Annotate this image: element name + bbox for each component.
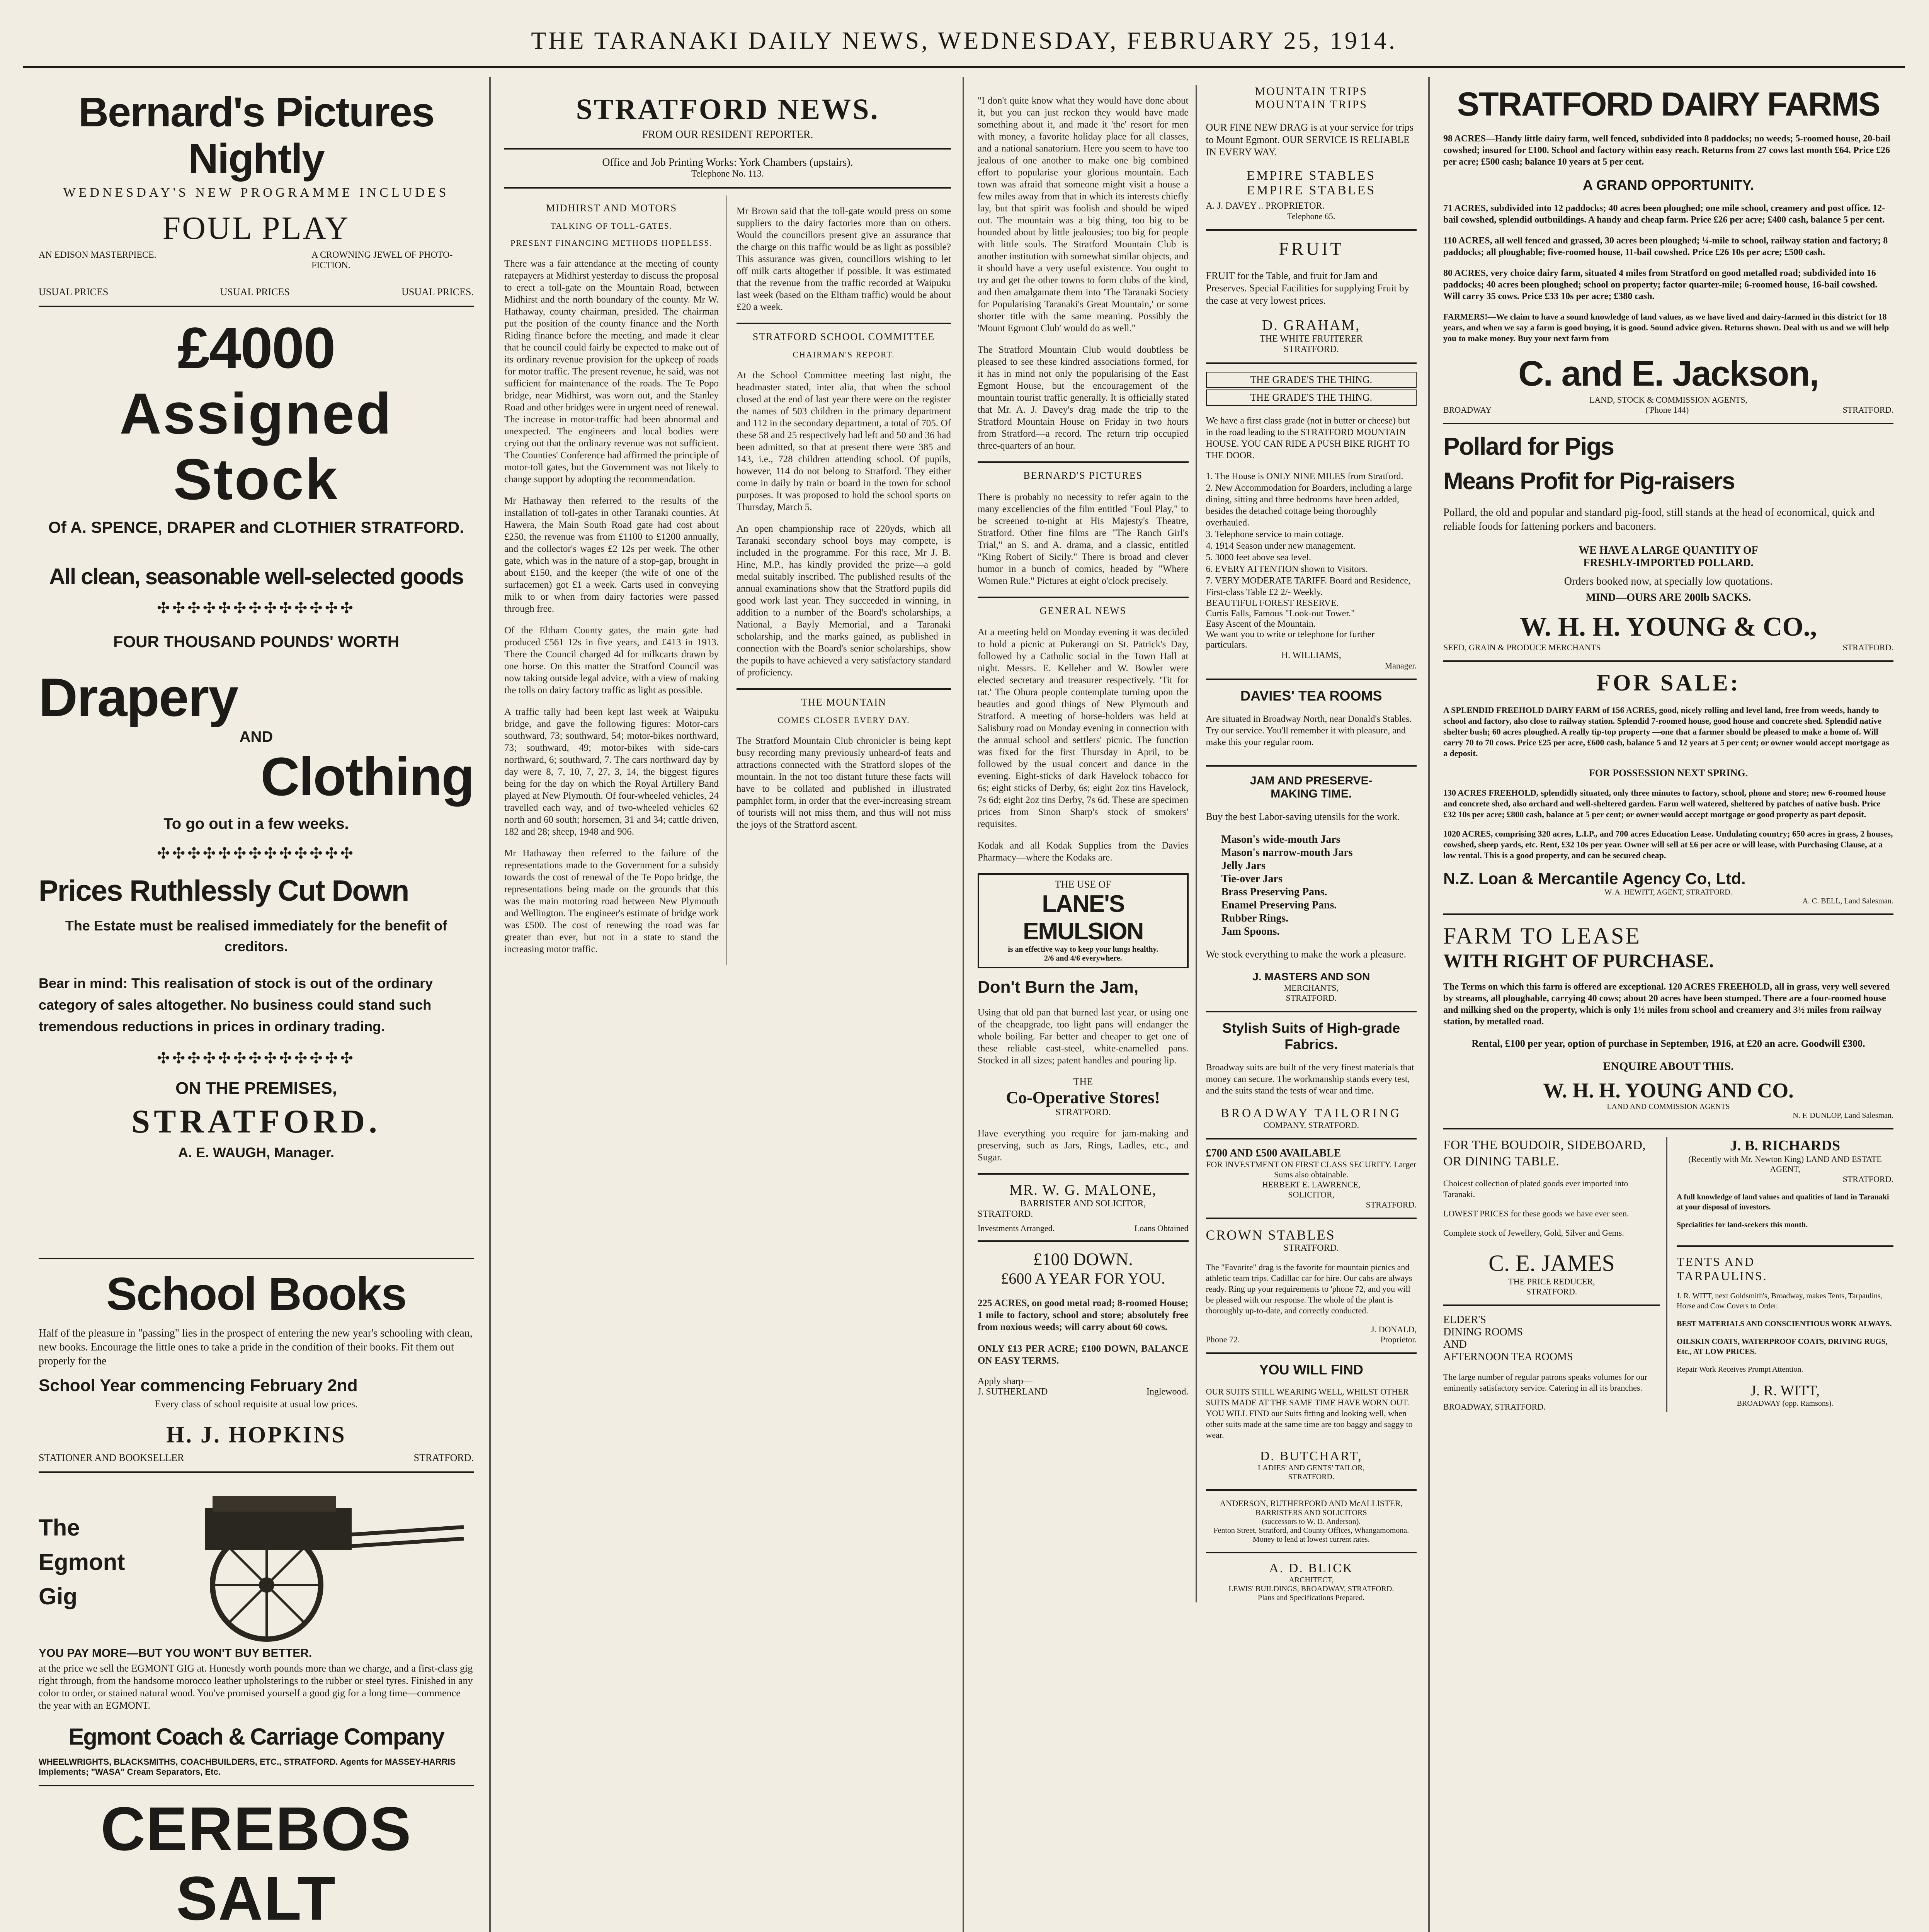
grade-item: 7. VERY MODERATE TARIFF. Board and Residence, First-class Table £2 2/- Weekly. xyxy=(1206,576,1411,597)
blick-plans: Plans and Specifications Prepared. xyxy=(1257,1594,1365,1602)
article-paragraph: Of the Eltham County gates, the main gate had produced £561 12s in five years, and £413 in 1913. There the Council charged 4d for milkcarts drawn by one horse. On this matter the Stratford Council was now taking outside legal advice, with a view of making the tolls on dairy factory traffic as light as possible. xyxy=(504,625,719,696)
spence-estate: The Estate must be realised immediately for the benefit of creditors. xyxy=(65,918,447,954)
spence-ad xyxy=(39,315,474,1259)
lease-sub: WITH RIGHT OF PURCHASE. xyxy=(1443,950,1714,971)
grade-t1: THE GRADE'S THE THING. xyxy=(1206,372,1417,388)
suits-text: Broadway suits are built of the very finest materials that money can secure. The workmanship stands every test, and the suits stand the tests of wear and time. xyxy=(1206,1063,1414,1096)
mountain-t2: MOUNTAIN TRIPS xyxy=(1255,98,1368,111)
spence-go-out: To go out in a few weeks. xyxy=(163,815,349,832)
mountain-tel: Telephone 65. xyxy=(1287,211,1335,221)
crown-title: CROWN STABLES xyxy=(1206,1227,1335,1243)
spence-manager: A. E. WAUGH, Manager. xyxy=(178,1145,335,1160)
article-paragraph: "I don't quite know what they would have done about it, but you can just reckon they would have made something about it, and made it 'the' resort for men with money, a favorite holiday place for all classes, and a national sanatorium. Here you seem to have too jealous of one another to make one big combined effort to popularise your glorious mountain. Each town was afraid that someone might visit a house a few miles away from that in which its interests chiefly lay, but that spirit was foolish and should be wiped out. The mountain was a big thing, too big to be hounded about by little jealousies; too big for people with little souls. The Stratford Mountain Club is another institution with somewhat similar objects, and it should have a very useful existence. You ought to try and get the other towns to form clubs of the kind, and then amalgamate them into 'The Taranaki Society for Popularising Taranaki's Great Mountain,' or some shorter title with the same meaning. Possibly the 'Mount Egmont Club' would do as well." xyxy=(978,95,1189,333)
dairy-phone: ('Phone 144) xyxy=(1645,405,1689,415)
sale-ad xyxy=(1443,670,1893,915)
spence-worth: FOUR THOUSAND POUNDS' WORTH xyxy=(113,633,400,651)
masters-ad xyxy=(1206,774,1417,1012)
lease-role: LAND AND COMMISSION AGENTS xyxy=(1607,1102,1730,1111)
malone-farm: 225 ACRES, on good metal road; 8-roomed House; 1 mile to factory, school and store; absolutely free from noxious weeds; will carry about 60 cows. xyxy=(978,1298,1189,1332)
article-heading: THE MOUNTAIN xyxy=(801,697,886,708)
masters-item: Mason's wide-mouth Jars xyxy=(1221,833,1340,845)
pigs-have1: WE HAVE A LARGE QUANTITY OF xyxy=(1579,544,1758,556)
butchart-text: OUR SUITS STILL WEARING WELL, WHILST OTHER SUITS MADE AT THE SAME TIME HAVE WORN OUT. YOU WILL FIND our Suits fitting and looking well, when other suits made at the same time are too baggy and saggy to wear. xyxy=(1206,1387,1413,1440)
grade-ad xyxy=(1206,372,1417,680)
blick-addr: LEWIS' BUILDINGS, BROADWAY, STRATFORD. xyxy=(1228,1585,1394,1593)
books-name: H. J. HOPKINS xyxy=(166,1422,346,1447)
suits-ad xyxy=(1206,1020,1417,1139)
mountain-stables2: EMPIRE STABLES xyxy=(1247,183,1376,197)
pigs-town: STRATFORD. xyxy=(1842,643,1893,652)
books-ad xyxy=(39,1267,474,1473)
article-paragraph: Mr Hathaway then referred to the failure of the representations made to the Government for a subsidy towards the cost of renewal of the Te Popo bridge, the representations being made on the grounds that this was the main motoring road between New Plymouth and Wellington. The engineer's estimate of bridge work was £500. The cost of renewing the road was far greater than ever, but not in a state to stand the increasing motor traffic. xyxy=(504,848,719,954)
invest-role: SOLICITOR, xyxy=(1288,1190,1335,1199)
sale-bell: A. C. BELL, Land Salesman. xyxy=(1802,897,1893,905)
pictures-price: USUAL PRICES xyxy=(39,286,109,298)
pigs-ad xyxy=(1443,432,1893,662)
article-paragraph: The Stratford Mountain Club would doubtless be pleased to see these kindred associations formed, for it has in mind not only the popularising of the East Egmont House, but the encouragement of the mountain tourist traffic generally. It is officially stated that Mr. A. J. Davey's drag made the trip to the Stratford Mountain House on Friday in two hours from Stratford—a record. The return trip occupied three-quarters of an hour. xyxy=(978,345,1189,451)
article-subheading: TALKING OF TOLL-GATES. xyxy=(550,221,673,231)
jam-the: THE xyxy=(1073,1076,1093,1087)
grade-reserve: BEAUTIFUL FOREST RESERVE. xyxy=(1206,598,1339,608)
malone-inv: Investments Arranged. xyxy=(978,1223,1055,1233)
books-every: Every class of school requisite at usual low prices. xyxy=(155,1398,358,1410)
masters-role: MERCHANTS, xyxy=(1284,983,1339,993)
mountain-stables1: EMPIRE STABLES xyxy=(1247,168,1376,183)
mountain-owner: A. J. DAVEY .. PROPRIETOR. xyxy=(1206,201,1325,211)
gig-ad xyxy=(39,1481,474,1786)
dairy-ad xyxy=(1443,85,1893,424)
article-heading: GENERAL NEWS xyxy=(1039,605,1126,616)
malone-loans: Loans Obtained xyxy=(1134,1223,1189,1233)
books-right: STRATFORD. xyxy=(413,1452,474,1463)
lease-ad xyxy=(1443,923,1893,1129)
column-4 xyxy=(1432,77,1905,1932)
pictures-price: USUAL PRICES. xyxy=(401,286,474,298)
masters-item: Rubber Rings. xyxy=(1221,912,1289,924)
grade-role: Manager. xyxy=(1385,661,1417,670)
masters-item: Mason's narrow-mouth Jars xyxy=(1221,847,1353,859)
davies-text: Are situated in Broadway North, near Donald's Stables. Try our service. You'll remember it with pleasure, and make this your regular room. xyxy=(1206,714,1412,747)
crown-ad xyxy=(1206,1227,1417,1354)
sale-p130: 130 ACRES FREEHOLD, splendidly situated, only three minutes to factory, school, phone and store; new 6-roomed house and concrete shed, also orchard and well-sheltered garden. Farm well watered, sheltered by patches of native bush. Price £32 10s per acre; £800 cash, balance at 5 per cent; or owner would accept mortgage or good property as part deposit. xyxy=(1443,788,1886,819)
malone-price: ONLY £13 PER ACRE; £100 DOWN, BALANCE ON EASY TERMS. xyxy=(978,1344,1189,1366)
malone-role: BARRISTER AND SOLICITOR, xyxy=(1020,1199,1146,1209)
article-heading: STRATFORD SCHOOL COMMITTEE xyxy=(752,331,935,342)
news-header: STRATFORD NEWS. xyxy=(576,93,879,126)
tents-repair: Repair Work Receives Prompt Attention. xyxy=(1677,1365,1803,1374)
richards-town: STRATFORD. xyxy=(1842,1174,1893,1184)
kodak-notice: Kodak and all Kodak Supplies from the Davies Pharmacy—where the Kodaks are. xyxy=(978,840,1189,863)
fruit-text: FRUIT for the Table, and fruit for Jam and Preserves. Special Facilities for supplying Fruit by the case at very lowest prices. xyxy=(1206,270,1409,306)
boudoir-ad xyxy=(1443,1137,1660,1306)
pictures-line: WEDNESDAY'S NEW PROGRAMME INCLUDES xyxy=(63,185,449,200)
news-sub: FROM OUR RESIDENT REPORTER. xyxy=(642,129,813,141)
elders-text: The large number of regular patrons speaks volumes for our eminently satisfactory service. Catering in all its branches. xyxy=(1443,1372,1648,1393)
column-1 xyxy=(23,77,491,1932)
boudoir-stock: Complete stock of Jewellery, Gold, Silver and Gems. xyxy=(1443,1228,1624,1238)
boudoir-text: Choicest collection of plated goods ever imported into Taranaki. xyxy=(1443,1179,1628,1199)
jam-text: Using that old pan that burned last year, or using one of the cheapgrade, too light pans will endanger the whole boiling. Far better and cheaper to get one of these reliable cast-steel, white-enamelled pans. Stocked in all sizes; patent handles and pouring lip. xyxy=(978,1007,1189,1066)
article-paragraph: A traffic tally had been kept last week at Waipuku bridge, and gave the following figures: Motor-cars southward, 73; southward, 54; motor-bikes northward, 73; southward, 49; motor-bikes with side-cars northward, 6; southward, 7. The cars northward day by day were 8, 7, 10, 7, 27, 3, 14, the biggest figures being for the day on which the Royal Artillery Band played at New Plymouth. Of four-wheeled vehicles, 24 travelled each way, and of two-wheeled vehicles 62 north and 60 south; horsemen, 31 and 34; cattle driven, 182 and 28; sheep, 1948 and 906. xyxy=(504,707,719,837)
dairy-title: STRATFORD DAIRY FARMS xyxy=(1457,86,1880,123)
masters-intro: Buy the best Labor-saving utensils for the work. xyxy=(1206,811,1400,822)
pictures-title: Bernard's Pictures Nightly xyxy=(78,88,434,182)
malone-town: STRATFORD. xyxy=(978,1209,1033,1219)
boudoir-town: STRATFORD. xyxy=(1526,1287,1577,1296)
pictures-price: USUAL PRICES xyxy=(220,286,290,298)
article-heading: MIDHIRST AND MOTORS xyxy=(546,202,677,214)
grade-item: 3. Telephone service to main cottage. xyxy=(1206,529,1344,539)
suits-title: Stylish Suits of High-grade Fabrics. xyxy=(1222,1020,1400,1052)
suits-town: COMPANY, STRATFORD. xyxy=(1263,1120,1359,1130)
spence-drapery: Drapery xyxy=(39,667,238,728)
anderson-role: BARRISTERS AND SOLICITORS xyxy=(1255,1509,1367,1517)
dairy-l71: 71 ACRES, subdivided into 12 paddocks; 40 acres been ploughed; one mile school, creamery and post office. 12-bail cowshed, splendid outbuildings. A handy and cheap farm. Price £26 per acre; £400 cash, balance 5 per cent. xyxy=(1443,203,1885,225)
crown-name: J. DONALD, xyxy=(1371,1325,1417,1334)
malone-name: MR. W. G. MALONE, xyxy=(1009,1182,1157,1198)
invest-amounts: £700 AND £500 AVAILABLE xyxy=(1206,1147,1341,1159)
article-paragraph: At a meeting held on Monday evening it was decided to hold a picnic at Pukerangi on St. Patrick's Day, followed by a Catholic social in the Town Hall at night. Messrs. E. Kelleher and W. Bowler were elected secretary and treasurer respectively. 'Tit for tat.' The Ohura people contemplate turning upon the beauties and good things of New Plymouth and Stratford. A meeting of horse-holders was held at Salisbury road on Monday evening in connection with the annual school and settlers' picnic. The function was fixed for the first Thursday in April, to be followed by the usual concert and dance in the evening. Eight-sticks of dark Havelock tobacco for 6s; eight sticks of Derby, 6s; eight 2oz tins Havelock, 7s 6d; eight 2oz tins Derby, 7s 6d. These are specimen prices from Sinon Sharp's stock of smokers' requisites. xyxy=(978,627,1189,829)
elders-ad xyxy=(1443,1314,1660,1412)
sale-agent: W. A. HEWITT, AGENT, STRATFORD. xyxy=(1604,888,1732,896)
elders-addr: BROADWAY, STRATFORD. xyxy=(1443,1402,1546,1412)
mountain-trips-ad xyxy=(1206,85,1417,231)
books-left: STATIONER AND BOOKSELLER xyxy=(39,1452,184,1463)
article-paragraph: Mr Hathaway then referred to the results of the installation of toll-gates in other Taranaki counties. At Hawera, the Main South Road gate had cost about £250, the revenue was from £1100 to £1200 annually, and the collector's wages £2 12s per week. The other gate, which was in the nature of a stop-gap, brought in about £150, and the keeper (the wife of one of the surfacemen) got £1 a week. Carts used in conveying milk to or when from dairy factories were passed through free. xyxy=(504,496,719,614)
spence-bear: Bear in mind: This realisation of stock is out of the ordinary category of sales altogether. No business could stand such tremendous reductions in prices in ordinary trading. xyxy=(39,975,433,1034)
lease-name: W. H. H. YOUNG AND CO. xyxy=(1543,1079,1794,1102)
article-paragraph: Mr Brown said that the toll-gate would press on some suppliers to the dairy factories more than on others. Would the councillors present give an assurance that the charge on this traffic would be as light as possible? This assurance was given, councillors wishing to let off milk carts altogether if possible. It was estimated that the revenue from the traffic recorded at Waipuku last week (based on the Eltham traffic) would be about £20 a week. xyxy=(737,206,951,312)
butchart-role: LADIES' AND GENTS' TAILOR, xyxy=(1258,1464,1365,1472)
column-2 xyxy=(493,77,964,1932)
grade-text: We have a first class grade (not in butter or cheese) but in the road leading to the STRATFORD MOUNTAIN HOUSE. YOU CAN RIDE A PUSH BIKE RIGHT TO THE DOOR. xyxy=(1206,416,1410,461)
lanes-name: LANE'S EMULSION xyxy=(1023,891,1143,945)
column-3 xyxy=(966,77,1430,1932)
grade-item: 6. EVERY ATTENTION shown to Visitors. xyxy=(1206,564,1368,574)
pictures-note-right: A CROWNING JEWEL OF PHOTO-FICTION. xyxy=(311,250,453,270)
spence-and: AND xyxy=(239,728,273,745)
mountain-text: OUR FINE NEW DRAG is at your service for trips to Mount Egmont. OUR SERVICE IS RELIABLE IN EVERY WAY. xyxy=(1206,122,1414,158)
sale-p1020: 1020 ACRES, comprising 320 acres, L.I.P., and 700 acres Education Lease. Undulating country; 650 acres in grass, 2 houses, cowshed, sheep yards, etc. Rent, £32 10s per year. Owner will sell at £6 per acre or will lease, with Purchasing Clause, at a low rental. This is a good property, and can be secured cheap. xyxy=(1443,829,1893,860)
butchart-town: STRATFORD. xyxy=(1288,1473,1334,1481)
pigs-t2: Means Profit for Pig-raisers xyxy=(1443,468,1735,495)
pigs-role: SEED, GRAIN & PRODUCE MERCHANTS xyxy=(1443,643,1601,652)
grade-item: 5. 3000 feet above sea level. xyxy=(1206,553,1312,563)
books-text: Half of the pleasure in "passing" lies in the prospect of entering the new year's schooling with clean, new books. Encourage the little ones to take a pride in the condition of their books. Fit them out properly for the xyxy=(39,1327,473,1367)
anderson-addr: Fenton Street, Stratford, and County Offices, Whangamomona. xyxy=(1213,1526,1409,1535)
elders-t4: AFTERNOON TEA ROOMS xyxy=(1443,1351,1573,1363)
spence-town: STRATFORD. xyxy=(131,1103,381,1140)
grade-name: H. WILLIAMS, xyxy=(1281,650,1341,660)
richards-with: (Recently with Mr. Newton King) LAND AND ESTATE AGENT, xyxy=(1688,1154,1882,1174)
malone-town2: Inglewood. xyxy=(1146,1387,1189,1397)
gig-carriage-illustration xyxy=(139,1481,471,1643)
article-subheading: COMES CLOSER EVERY DAY. xyxy=(777,715,910,725)
ornament: ✣✣✣✣✣✣✣✣✣✣✣✣✣ xyxy=(157,845,356,862)
blick-role: ARCHITECT, xyxy=(1289,1576,1334,1584)
masters-item: Jelly Jars xyxy=(1221,860,1266,872)
butchart-ad xyxy=(1206,1362,1417,1491)
pictures-note-left: AN EDISON MASTERPIECE. xyxy=(39,250,156,260)
spence-premises: ON THE PREMISES, xyxy=(175,1079,337,1098)
masters-item: Brass Preserving Pans. xyxy=(1221,886,1327,898)
article-paragraph: There was a fair attendance at the meeting of county ratepayers at Midhirst yesterday to discuss the proposal to erect a toll-gate on the Mountain Road, between Midhirst and the north boundary of the county. Mr W. Hathaway, county chairman, presided. The chairman put the position of the county finance and the North Riding finance before the meeting, and made it clear that he council could fairly be expected to make out of its ordinary revenue provision for the upkeep of roads for motor traffic. The present revenue, he said, was not sufficient for maintenance of the roads. The Te Popo bridge, near Midhirst, was worn out, and the Stanley Road and other bridges were in urgent need of renewal. The increase in motor-traffic had been abnormal and unexpected. The engineers and local bodies were crying out that the ordinary revenue was not sufficient. The Counties' Conference had affirmed the principle of motor-toll gates, but the Government was not likely to change support by adopting the recommendation. xyxy=(504,259,719,485)
anderson-ad xyxy=(1206,1498,1417,1553)
mountain-t1: MOUNTAIN TRIPS xyxy=(1255,85,1368,98)
crown-town: STRATFORD. xyxy=(1283,1243,1339,1253)
invest-ad xyxy=(1206,1147,1417,1219)
tents-name: J. R. WITT, xyxy=(1750,1383,1820,1399)
boudoir-role: THE PRICE REDUCER, xyxy=(1508,1277,1595,1286)
grade-falls: Curtis Falls, Famous "Look-out Tower." xyxy=(1206,609,1355,619)
dairy-town: STRATFORD. xyxy=(1842,405,1893,415)
anderson-succ: (successors to W. D. Anderson). xyxy=(1262,1517,1361,1526)
masthead: THE TARANAKI DAILY NEWS, WEDNESDAY, FEBRUARY 25, 1914. xyxy=(23,15,1905,68)
article-subheading: CHAIRMAN'S REPORT. xyxy=(793,350,895,359)
butchart-name: D. BUTCHART, xyxy=(1260,1449,1363,1463)
books-year: School Year commencing February 2nd xyxy=(39,1376,358,1395)
gig-trades: WHEELWRIGHTS, BLACKSMITHS, COACHBUILDERS, ETC., STRATFORD. Agents for MASSEY-HARRIS Implements; "WASA" Cream Separators, Etc. xyxy=(39,1757,456,1777)
sale-poss: FOR POSSESSION NEXT SPRING. xyxy=(1589,767,1748,779)
pictures-feature: FOUL PLAY xyxy=(162,210,350,246)
grade-write: We want you to write or telephone for further particulars. xyxy=(1206,629,1375,650)
masters-item: Enamel Preserving Pans. xyxy=(1221,899,1337,911)
pigs-t1: Pollard for Pigs xyxy=(1443,432,1614,460)
masters-stock: We stock everything to make the work a pleasure. xyxy=(1206,949,1406,960)
spence-prices: Prices Ruthlessly Cut Down xyxy=(39,874,409,907)
tents-t2: TARPAULINS. xyxy=(1677,1269,1767,1283)
grade-item: 4. 1914 Season under new management. xyxy=(1206,541,1356,551)
dairy-name: C. and E. Jackson, xyxy=(1518,354,1818,393)
pigs-text: Pollard, the old and popular and standard pig-food, still stands at the head of economical, quick and reliable foods for fattening porkers and baconers. xyxy=(1443,507,1875,532)
sale-p1: A SPLENDID FREEHOLD DAIRY FARM of 156 ACRES, good, nicely rolling and level land, free from weeds, handy to school and factory, also close to railway station. Splendid 7-roomed house, good house and concrete shed. Splendid native shelter bush; 60 acres ploughed. A really tip-top property —one that a farmer should be pleased to make a home of. Will carry 70 to 70 cows. Price £25 per acre, £600 cash, balance 5 and 12 years at 5 per cent; or owner would accept mortgage as a deposit. xyxy=(1443,705,1889,758)
dairy-left: BROADWAY xyxy=(1443,405,1492,415)
books-title: School Books xyxy=(106,1268,407,1320)
lease-text: The Terms on which this farm is offered are exceptional. 120 ACRES FREEHOLD, all in grass, very well severed by streams, all ploughable, carrying 40 cows; about 20 acres have been stumped. There are a four-roomed house and milking shed on the property, which is only 1½ miles from school and creamery and 3½ miles from railway station, by metalled road. xyxy=(1443,982,1890,1027)
article-heading: BERNARD'S PICTURES xyxy=(1023,470,1143,481)
boudoir-lowest: LOWEST PRICES for these goods we have ever seen. xyxy=(1443,1209,1629,1218)
jam-town: STRATFORD. xyxy=(1055,1107,1111,1117)
elders-t1: ELDER'S xyxy=(1443,1314,1486,1326)
pictures-ad xyxy=(39,89,474,307)
masters-t2: MAKING TIME. xyxy=(1271,787,1352,800)
dairy-l98: 98 ACRES—Handy little dairy farm, well fenced, subdivided into 8 paddocks; no weeds; 5-roomed house, 20-bail cowshed; insured for £100. School and factory within easy reach. Returns from 27 cows last month £64. Price £26 per acre; £500 cash; balance 10 years at 5 per cent. xyxy=(1443,134,1890,167)
pigs-mind: MIND—OURS ARE 200lb SACKS. xyxy=(1585,592,1751,604)
lease-rental: Rental, £100 per year, option of purchase in September, 1916, at £20 an acre. Goodwill £300. xyxy=(1471,1038,1865,1049)
davies-title: DAVIES' TEA ROOMS xyxy=(1240,688,1382,704)
spence-of: Of A. SPENCE, DRAPER and CLOTHIER STRATFORD. xyxy=(48,518,464,536)
grade-item: 2. New Accommodation for Boarders, including a large dining, sitting and three bedrooms have been added, besides the detached cottage being thoroughly overhauled. xyxy=(1206,483,1412,528)
jam-text2: Have everything you require for jam-making and preserving, such as Jars, Rings, Ladles, etc., and Sugar. xyxy=(978,1128,1189,1163)
lanes-price: 2/6 and 4/6 everywhere. xyxy=(1044,954,1122,963)
pigs-name: W. H. H. YOUNG & CO., xyxy=(1520,612,1817,642)
ornament: ✣✣✣✣✣✣✣✣✣✣✣✣✣ xyxy=(157,1049,356,1067)
lease-title: FARM TO LEASE xyxy=(1443,923,1642,949)
grade-item: 1. The House is ONLY NINE MILES from Stratford. xyxy=(1206,471,1403,481)
davies-ad xyxy=(1206,688,1417,767)
news-office: Office and Job Printing Works: York Chambers (upstairs). xyxy=(602,156,853,168)
sale-title: FOR SALE: xyxy=(1596,670,1740,696)
gig-pay-more: YOU PAY MORE—BUT YOU WON'T BUY BETTER. xyxy=(39,1647,312,1660)
blick-name: A. D. BLICK xyxy=(1269,1561,1354,1575)
tents-text: J. R. WITT, next Goldsmith's, Broadway, makes Tents, Tarpaulins, Horse and Cow Covers to Order. xyxy=(1677,1292,1883,1310)
elders-t3: AND xyxy=(1443,1338,1467,1350)
spence-headline: Assigned Stock xyxy=(119,381,393,512)
grade-t2: THE GRADE'S THE THING. xyxy=(1206,389,1417,406)
masters-item: Tie-over Jars xyxy=(1221,873,1283,885)
article-paragraph: At the School Committee meeting last night, the headmaster stated, inter alia, that when the school closed at the end of last year there were on the register the names of 503 children in the primary department and 112 in the secondary department, a total of 705. Of these 58 and 25 respectively had left and 50 and 36 had been admitted, so that at present there were 385 and 143, i.e., 728 children attending school. Of pupils, however, 114 do not belong to Stratford. They either come in daily by train or board in the town for school purposes. It was proposed to hold the school sports on Thursday, March 5. xyxy=(737,370,951,512)
crown-text: The "Favorite" drag is the favorite for mountain picnics and athletic team trips. Cadillac car for hire. Our cabs are always ready. Ring up your requirements to 'phone 72, and you will be pleased with our response. The whole of the plant is thoroughly up-to-date, and correctly conducted. xyxy=(1206,1262,1412,1315)
fruit-town: STRATFORD. xyxy=(1283,344,1339,354)
article-paragraph: An open championship race of 220yds, which all Taranaki secondary school boys may compete, is included in the programme. For this race, Mr J. B. Hine, M.P., has kindly provided the prize—a gold medal suitably inscribed. The published results of the annual examinations show that the Stratford pupils did good work last year. They succeeded in winning, in addition to a number of the Board's scholarships, a National, a Bayly Memorial, and a Taranaki scholarship, and the marks gained, as published in connection with the Board's senior scholarships, show the pupils to have achieved a very satisfactory standard of proficiency. xyxy=(737,524,951,678)
gig-company: Egmont Coach & Carriage Company xyxy=(68,1724,444,1750)
sale-name: N.Z. Loan & Mercantile Agency Co, Ltd. xyxy=(1443,869,1746,888)
spence-clothing: Clothing xyxy=(260,746,474,807)
article-subheading: PRESENT FINANCING METHODS HOPELESS. xyxy=(510,238,713,248)
ornament: ✣✣✣✣✣✣✣✣✣✣✣✣✣ xyxy=(157,599,356,617)
dairy-role: LAND, STOCK & COMMISSION AGENTS, xyxy=(1589,395,1748,405)
crown-phone: Phone 72. xyxy=(1206,1335,1240,1344)
lease-sales: N. F. DUNLOP, Land Salesman. xyxy=(1793,1111,1893,1120)
gig-the: The xyxy=(39,1514,80,1541)
fruit-name: D. GRAHAM, xyxy=(1262,317,1361,333)
tents-ad xyxy=(1677,1255,1893,1408)
anderson-money: Money to lend at lowest current rates. xyxy=(1252,1535,1370,1544)
fruit-ad xyxy=(1206,238,1417,364)
malone-apply: Apply sharp— xyxy=(978,1376,1033,1386)
invest-text: FOR INVESTMENT ON FIRST CLASS SECURITY. Larger Sums also obtainable. xyxy=(1206,1160,1417,1179)
boudoir-name: C. E. JAMES xyxy=(1488,1250,1615,1276)
fruit-title: FRUIT xyxy=(1278,239,1344,259)
richards-spec: Specialities for land-seekers this month. xyxy=(1677,1221,1808,1229)
dairy-l80: 80 ACRES, very choice dairy farm, situated 4 miles from Stratford on good metalled road; subdivided into 16 paddocks; 40 acres been ploughed; school on property; factor quarter-mile; 6-roomed house, 16-bail cowshed. Will carry 35 cows. Price £33 10s per acre; £380 cash. xyxy=(1443,268,1878,301)
malone-ad xyxy=(978,1182,1189,1397)
spence-goods: All clean, seasonable well-selected goods xyxy=(49,564,463,589)
tents-best: BEST MATERIALS AND CONSCIENTIOUS WORK ALWAYS. xyxy=(1677,1320,1892,1328)
cerebos-ad xyxy=(39,1794,474,1932)
elders-t2: DINING ROOMS xyxy=(1443,1326,1523,1338)
invest-name: HERBERT E. LAWRENCE, xyxy=(1262,1180,1361,1189)
tents-coats: OILSKIN COATS, WATERPROOF COATS, DRIVING RUGS, Etc., AT LOW PRICES. xyxy=(1677,1337,1888,1356)
dairy-farmers: FARMERS!—We claim to have a sound knowledge of land values, as we have lived and dairy-farmed in this district for 18 years, and when we say a farm is good buying, it is good. Sound advice given. Returns shown. Deal with us and we will help you to make money. Buy your next farm from xyxy=(1443,312,1889,343)
gig-word: Gig xyxy=(39,1583,77,1609)
masters-name: J. MASTERS AND SON xyxy=(1252,971,1370,983)
lanes-ad xyxy=(978,873,1189,968)
fruit-shop: THE WHITE FRUITERER xyxy=(1260,334,1363,344)
tents-addr: BROADWAY (opp. Ramsons). xyxy=(1737,1399,1834,1408)
grade-ascent: Easy Ascent of the Mountain. xyxy=(1206,619,1316,629)
malone-agent: J. SUTHERLAND xyxy=(978,1387,1048,1397)
lanes-use: THE USE OF xyxy=(1055,879,1111,890)
tents-t1: TENTS AND xyxy=(1677,1255,1755,1269)
anderson-name: ANDERSON, RUTHERFORD AND McALLISTER, xyxy=(1220,1498,1403,1508)
richards-text: A full knowledge of land values and qualities of land in Taranaki at your disposal of investors. xyxy=(1677,1193,1889,1211)
crown-role: Proprietor. xyxy=(1380,1335,1417,1344)
article-paragraph: There is probably no necessity to refer again to the many excellencies of the film entitled "Foul Play," to be screened to-night at His Majesty's Theatre, Stratford. Other fine films are "The Ranch Girl's Trial," an S. and A. drama, and a classic, entitled "King Robert of Sicily." There is broad and clever humor in a bunch of comics, headed by "Where Women Rule." Pictures at eight o'clock precisely. xyxy=(978,492,1189,586)
lease-enquire: ENQUIRE ABOUT THIS. xyxy=(1603,1060,1734,1073)
blick-ad xyxy=(1206,1561,1417,1602)
suits-name: BROADWAY TAILORING xyxy=(1221,1106,1402,1120)
jam-title: Don't Burn the Jam, xyxy=(978,978,1139,997)
butchart-title: YOU WILL FIND xyxy=(1259,1362,1363,1378)
dairy-opp: A GRAND OPPORTUNITY. xyxy=(1583,177,1754,193)
pigs-orders: Orders booked now, at specially low quotations. xyxy=(1564,575,1773,587)
richards-name: J. B. RICHARDS xyxy=(1730,1138,1841,1154)
gig-egmont: Egmont xyxy=(39,1549,125,1575)
dairy-l110: 110 ACRES, all well fenced and grassed, 30 acres been ploughed; ¼-mile to school, railway station and factory; 8 paddocks; all ploughable; five-roomed house, 11-bail cowshed. Price £26 10s per acre; £500 cash. xyxy=(1443,236,1888,257)
malone-year: £600 A YEAR FOR YOU. xyxy=(1001,1270,1165,1287)
article-paragraph: The Stratford Mountain Club chronicler is being kept busy recording many previously unheard-of feats and attractions connected with the Stratford slopes of the mountain. In the not too distant future these facts will have to be collated and published in illustrated pamphlet form, in order that the ever-increasing stream of tourists will not miss them, and thus will not miss the joys of the Stratford ascent. xyxy=(737,736,951,830)
boudoir-title: FOR THE BOUDOIR, SIDEBOARD, OR DINING TABLE. xyxy=(1443,1138,1646,1168)
masters-t1: JAM AND PRESERVE- xyxy=(1250,774,1373,787)
invest-town: STRATFORD. xyxy=(1366,1200,1417,1209)
jam-store: Co-Operative Stores! xyxy=(1006,1088,1160,1107)
masters-town: STRATFORD. xyxy=(1286,993,1337,1003)
news-tel: Telephone No. 113. xyxy=(691,169,764,179)
jam-ad xyxy=(978,978,1189,1163)
richards-ad xyxy=(1677,1137,1893,1247)
gig-text: at the price we sell the EGMONT GIG at. Honestly worth pounds more than we charge, and a first-class gig right through, from the handsome morocco leather upholsterings to the rubber or steel tyres. Finished in any color to order, or stained natural wood. You've promised yourself a good gig for a long time—commence the year with an EGMONT. xyxy=(39,1663,473,1711)
cerebos-title: CEREBOS SALT xyxy=(100,1794,412,1932)
lanes-tag: is an effective way to keep your lungs healthy. xyxy=(1008,945,1158,954)
masters-item: Jam Spoons. xyxy=(1221,925,1280,937)
pigs-have2: FRESHLY-IMPORTED POLLARD. xyxy=(1583,557,1754,569)
malone-down: £100 DOWN. xyxy=(1033,1249,1133,1269)
spence-amount: £4000 xyxy=(177,315,335,380)
